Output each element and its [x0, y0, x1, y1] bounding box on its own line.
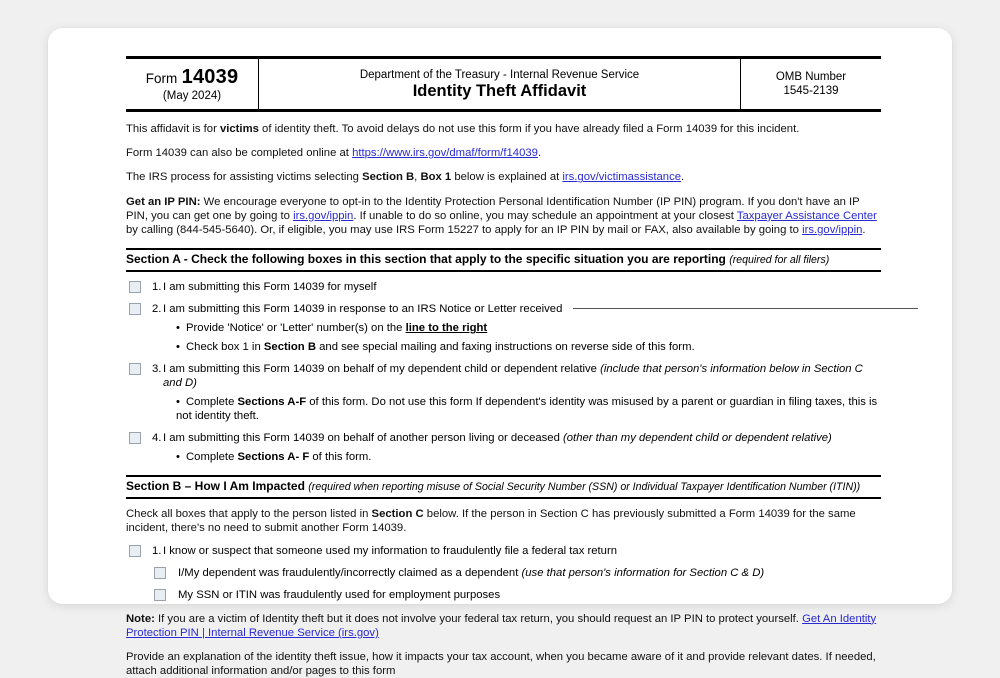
section-a-heading-text: Section A - Check the following boxes in this section that apply to the specific situation you are reporting — [126, 252, 726, 267]
section-a-item-3-label — [163, 362, 881, 390]
section-a-item-3-sub-1 — [126, 395, 881, 423]
line-to-the-right-emphasis: line to the right — [405, 322, 488, 335]
section-a-heading — [126, 248, 881, 272]
section-b-intro-section-c: Section C — [371, 508, 424, 521]
intro-p1-c: of identity theft. To avoid delays do not use this form if you have already filed a Form 14039 for this incident. — [258, 123, 800, 135]
intro-p2-b: . — [537, 147, 542, 160]
form-number-line — [126, 66, 258, 89]
form-number-cell — [126, 59, 259, 109]
section-a-item-3-italic: (include that person's information below in Section C and D) — [163, 363, 863, 390]
section-a-2-sub2-a: Check box 1 in — [186, 341, 264, 354]
section-b-note — [126, 612, 881, 640]
ip-pin-text-4: . — [862, 224, 866, 237]
section-b-subitem-2[interactable] — [126, 588, 881, 602]
section-a-item-4-italic: (other than my dependent child or dependent relative) — [563, 432, 832, 445]
taxpayer-assistance-center-link[interactable]: Taxpayer Assistance Center — [736, 209, 877, 222]
checkbox-a1[interactable] — [129, 281, 141, 293]
section-b-intro — [126, 507, 881, 535]
section-a-item-1-number: 1. — [152, 281, 162, 294]
section-a-item-4-text: I am submitting this Form 14039 on behalf of another person living or deceased — [163, 432, 564, 445]
section-a-2-sub2-bold: Section B — [263, 341, 316, 354]
section-b-subitem-1-label — [178, 566, 764, 580]
intro-p3-section-b: Section B — [362, 171, 415, 184]
ip-pin-paragraph — [126, 195, 881, 238]
section-a-item-1[interactable] — [126, 280, 881, 294]
ip-pin-text-3: by calling (844-545-5640). Or, if eligible, you may use IRS Form 15227 to apply for an IP PIN by mail or FAX, also available by going to — [126, 224, 803, 237]
section-a-2-sub1-a: Provide 'Notice' or 'Letter' number(s) on the — [186, 322, 406, 335]
section-a-item-4-label — [163, 431, 832, 445]
ip-pin-label: Get an IP PIN: — [126, 195, 201, 208]
intro-paragraph-2 — [126, 146, 881, 160]
section-a-item-3-number: 3. — [152, 363, 162, 376]
victimassistance-link[interactable]: irs.gov/victimassistance — [562, 171, 682, 184]
checkbox-a3[interactable] — [129, 363, 141, 375]
intro-p3-e: below is explained at — [451, 171, 563, 184]
document-page — [48, 28, 952, 678]
intro-p3-f: . — [681, 171, 685, 184]
section-b-subitem-1-text: I/My dependent was fraudulently/incorrectly claimed as a dependent — [178, 566, 522, 579]
note-text: If you are a victim of Identity theft but it does not involve your federal tax return, you should request an IP PIN to protect yourself. — [154, 612, 803, 625]
section-a-item-2-sub-1 — [126, 321, 881, 335]
get-ip-pin-link[interactable]: Get An Identity Protection PIN | Internal Revenue Service (irs.gov) — [126, 612, 877, 639]
form-content — [126, 56, 881, 678]
notice-letter-number-line[interactable] — [573, 308, 918, 309]
form-number-value: 14039 — [181, 66, 239, 88]
intro-p3-box-1: Box 1 — [420, 171, 452, 184]
intro-paragraph-3 — [126, 170, 881, 184]
department-line: Department of the Treasury - Internal Revenue Service — [359, 68, 640, 81]
section-a-item-3-text: I am submitting this Form 14039 on behalf of my dependent child or dependent relative — [163, 363, 601, 376]
section-b-subitem-1[interactable] — [126, 566, 881, 580]
intro-p1-victims: victims — [219, 123, 259, 135]
section-a-heading-note: (required for all filers) — [729, 254, 830, 267]
omb-value: 1545-2139 — [783, 85, 839, 97]
intro-p3-c: , — [414, 171, 421, 184]
section-a-4-sub1-c: of this form. — [309, 451, 372, 464]
section-a-item-1-label: I am submitting this Form 14039 for myself — [163, 281, 377, 294]
section-a-item-2-sub-2 — [126, 340, 881, 354]
section-a-3-sub1-c: of this form. Do not use this form If dependent's identity was misused by a parent or guardian in filing taxes, this is not identity theft. — [176, 396, 878, 423]
intro-paragraph-1 — [126, 122, 881, 136]
section-b-item-1-label: I know or suspect that someone used my information to fraudulently file a federal tax return — [163, 544, 617, 557]
section-a-item-2-number: 2. — [152, 303, 162, 316]
section-a-4-sub1-a: Complete — [186, 451, 238, 464]
ippin-link-2[interactable]: irs.gov/ippin — [802, 224, 863, 237]
dmaf-form-link[interactable]: https://www.irs.gov/dmaf/form/f14039 — [352, 147, 538, 160]
form-header-table — [126, 56, 881, 112]
ippin-link-1[interactable]: irs.gov/ippin — [293, 209, 354, 222]
section-a-item-4-number: 4. — [152, 432, 162, 445]
section-a-3-sub1-bold: Sections A-F — [237, 396, 307, 409]
section-b-item-1-number: 1. — [152, 544, 162, 557]
page-title: Identity Theft Affidavit — [412, 81, 587, 100]
section-a-4-sub1-bold: Sections A- F — [237, 451, 310, 464]
form-word-label: Form — [145, 71, 178, 86]
bullet-icon: • — [176, 322, 180, 335]
omb-number-cell — [741, 59, 881, 109]
checkbox-a2[interactable] — [129, 303, 141, 315]
omb-label: OMB Number — [775, 71, 847, 83]
section-b-subitem-1-italic: (use that person's information for Section C & D) — [521, 566, 765, 579]
ip-pin-text-2: . If unable to do so online, you may schedule an appointment at your closest — [353, 209, 737, 222]
intro-p3-a: The IRS process for assisting victims selecting — [126, 171, 363, 184]
note-label: Note: — [126, 612, 155, 625]
bullet-icon: • — [176, 341, 180, 354]
section-a-item-3[interactable] — [126, 362, 881, 390]
section-b-item-1[interactable] — [126, 544, 881, 558]
section-b-intro-a: Check all boxes that apply to the person listed in — [126, 508, 372, 521]
ip-pin-text-1: We encourage everyone to opt-in to the Identity Protection Personal Identification Number (IP PIN) program. If you don't have an IP PIN, you can get one by going to — [126, 195, 860, 222]
section-b-heading — [126, 475, 881, 499]
checkbox-a4[interactable] — [129, 432, 141, 444]
form-title-cell — [259, 59, 741, 109]
section-b-closing-instruction: Provide an explanation of the identity theft issue, how it impacts your tax account, when you became aware of it and provide relevant dates. If needed, attach additional information and/or pages to this form — [126, 651, 876, 678]
section-a-item-2[interactable] — [126, 302, 881, 316]
section-a-3-sub1-a: Complete — [186, 396, 238, 409]
form-revision-date: (May 2024) — [162, 90, 222, 102]
intro-p1-a: This affidavit is for — [126, 123, 220, 135]
bullet-icon: • — [176, 451, 180, 464]
section-a-2-sub2-c: and see special mailing and faxing instructions on reverse side of this form. — [315, 341, 695, 354]
section-b-heading-text: Section B – How I Am Impacted — [126, 479, 305, 494]
section-b-intro-c: below. If the person in Section C has previously submitted a Form 14039 for the same incident, there's no need to submit another Form 14039. — [126, 508, 856, 535]
section-b-heading-note: (required when reporting misuse of Social Security Number (SSN) or Individual Taxpayer Identification Number (ITIN)) — [308, 481, 861, 494]
section-a-item-4-sub-1 — [126, 450, 881, 464]
checkbox-b1[interactable] — [129, 545, 141, 557]
intro-p2-a: Form 14039 can also be completed online at — [126, 147, 353, 160]
section-b-subitem-2-label: My SSN or ITIN was fraudulently used for employment purposes — [178, 588, 501, 601]
checkbox-b1a[interactable] — [154, 567, 166, 579]
checkbox-b1b[interactable] — [154, 589, 166, 601]
section-a-item-2-label: I am submitting this Form 14039 in response to an IRS Notice or Letter received — [163, 303, 563, 316]
bullet-icon: • — [176, 396, 180, 409]
section-a-item-4[interactable] — [126, 431, 881, 445]
